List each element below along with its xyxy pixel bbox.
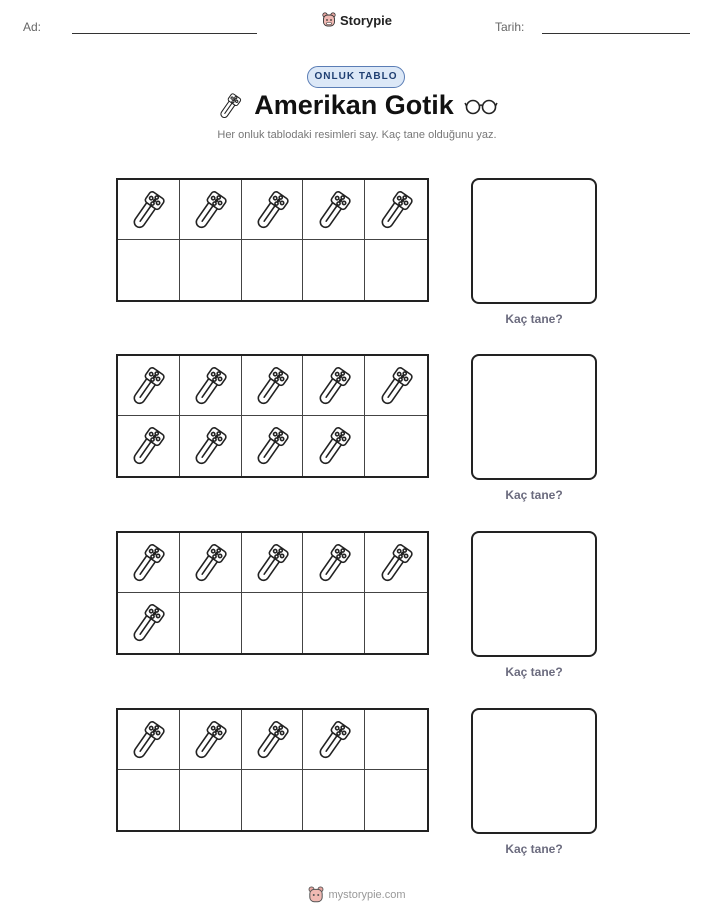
safety-pin-icon	[375, 189, 417, 231]
ten-frame-cell	[118, 180, 180, 240]
ten-frame-cell	[180, 593, 242, 653]
glasses-icon	[464, 95, 498, 117]
safety-pin-icon	[251, 365, 293, 407]
answer-box[interactable]	[471, 178, 597, 304]
ten-frame-cell	[242, 593, 304, 653]
ten-frame-cell	[303, 416, 365, 476]
ten-frame-cell	[242, 356, 304, 416]
ten-frame-cell	[242, 240, 304, 300]
safety-pin-icon	[313, 189, 355, 231]
safety-pin-icon	[127, 189, 169, 231]
safety-pin-icon	[251, 542, 293, 584]
ten-frame-cell	[118, 356, 180, 416]
ten-frame-cell	[180, 180, 242, 240]
safety-pin-icon	[251, 719, 293, 761]
count-question: Kaç tane?	[505, 488, 563, 502]
ten-frame-cell	[365, 533, 427, 593]
safety-pin-icon	[189, 425, 231, 467]
storypie-mascot-icon	[322, 12, 336, 28]
category-badge: ONLUK TABLO	[307, 66, 405, 88]
title-row	[0, 90, 714, 121]
ten-frame-cell	[303, 710, 365, 770]
ten-frame-cell	[365, 356, 427, 416]
ten-frame-cell	[365, 593, 427, 653]
ten-frame-cell	[118, 533, 180, 593]
safety-pin-icon	[313, 425, 355, 467]
safety-pin-icon	[313, 542, 355, 584]
ten-frame-cell	[118, 770, 180, 830]
safety-pin-icon	[216, 91, 244, 121]
safety-pin-icon	[127, 365, 169, 407]
footer	[0, 886, 714, 909]
safety-pin-icon	[127, 542, 169, 584]
ten-frame	[116, 708, 429, 832]
brand-name: Storypie	[339, 12, 392, 28]
ten-frame-cell	[180, 356, 242, 416]
ten-frame-cell	[118, 593, 180, 653]
ten-frame	[116, 178, 429, 302]
brand-logo	[0, 12, 714, 33]
safety-pin-icon	[313, 719, 355, 761]
ten-frame-cell	[242, 416, 304, 476]
ten-frame-cell	[180, 533, 242, 593]
ten-frame-cell	[242, 710, 304, 770]
safety-pin-icon	[251, 189, 293, 231]
ten-frame-cell	[242, 770, 304, 830]
ten-frame-cell	[303, 770, 365, 830]
count-question: Kaç tane?	[505, 312, 563, 326]
ten-frame-cell	[180, 240, 242, 300]
name-label: Ad:	[23, 20, 42, 34]
worksheet-title: Amerikan Gotik	[254, 90, 454, 120]
safety-pin-icon	[251, 425, 293, 467]
footer-url: mystorypie.com	[328, 889, 406, 901]
ten-frame-cell	[365, 240, 427, 300]
ten-frame-cell	[303, 180, 365, 240]
ten-frame-cell	[303, 356, 365, 416]
count-question: Kaç tane?	[505, 665, 563, 679]
name-line	[72, 33, 257, 34]
answer-box[interactable]	[471, 354, 597, 480]
ten-frame	[116, 531, 429, 655]
safety-pin-icon	[313, 365, 355, 407]
ten-frame-cell	[365, 770, 427, 830]
ten-frame-cell	[303, 240, 365, 300]
answer-box[interactable]	[471, 531, 597, 657]
ten-frame-cell	[180, 770, 242, 830]
safety-pin-icon	[127, 719, 169, 761]
instructions: Her onluk tablodaki resimleri say. Kaç tane olduğunu yaz.	[217, 129, 497, 141]
safety-pin-icon	[127, 425, 169, 467]
ten-frame	[116, 354, 429, 478]
safety-pin-icon	[189, 719, 231, 761]
ten-frame-cell	[303, 533, 365, 593]
date-label: Tarih:	[495, 20, 525, 34]
storypie-mascot-icon	[308, 886, 324, 904]
ten-frame-cell	[180, 416, 242, 476]
safety-pin-icon	[127, 602, 169, 644]
ten-frame-cell	[365, 710, 427, 770]
ten-frame-cell	[118, 416, 180, 476]
safety-pin-icon	[375, 542, 417, 584]
safety-pin-icon	[189, 365, 231, 407]
ten-frame-cell	[118, 240, 180, 300]
safety-pin-icon	[375, 365, 417, 407]
ten-frame-cell	[365, 180, 427, 240]
count-question: Kaç tane?	[505, 842, 563, 856]
ten-frame-cell	[118, 710, 180, 770]
safety-pin-icon	[189, 189, 231, 231]
ten-frame-cell	[365, 416, 427, 476]
ten-frame-cell	[180, 710, 242, 770]
ten-frame-cell	[242, 533, 304, 593]
safety-pin-icon	[189, 542, 231, 584]
ten-frame-cell	[242, 180, 304, 240]
answer-box[interactable]	[471, 708, 597, 834]
ten-frame-cell	[303, 593, 365, 653]
date-line	[542, 33, 690, 34]
